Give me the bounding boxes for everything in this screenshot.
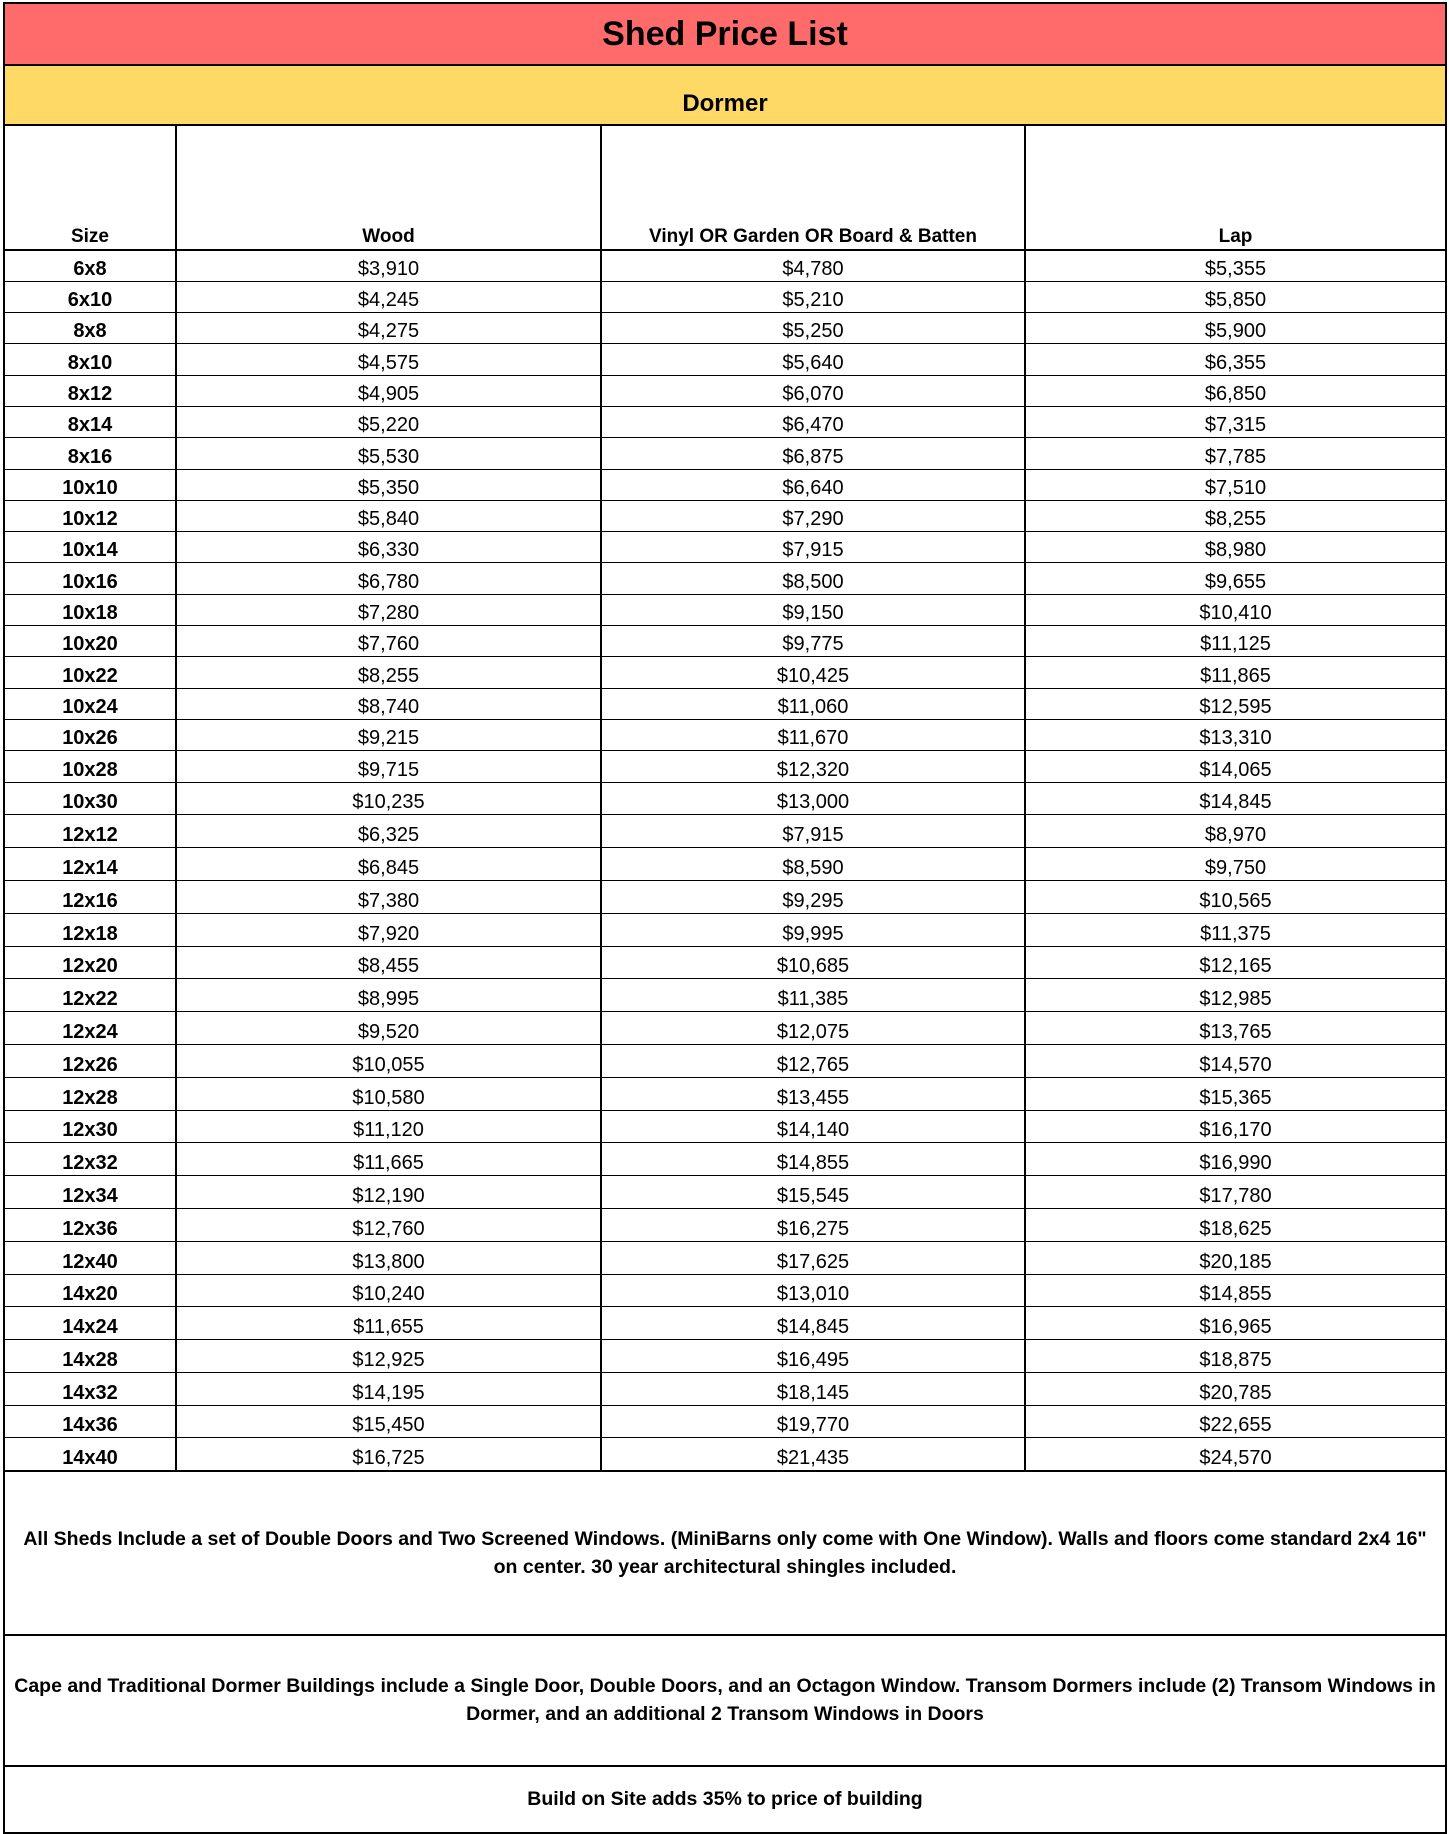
- size-cell: 12x14: [5, 848, 176, 881]
- lap-price-cell: $8,970: [1025, 815, 1445, 848]
- lap-price-cell: $7,785: [1025, 438, 1445, 469]
- lap-price-cell: $8,980: [1025, 532, 1445, 563]
- size-cell: 14x24: [5, 1307, 176, 1340]
- lap-price-cell: $15,365: [1025, 1077, 1445, 1110]
- lap-price-cell: $13,310: [1025, 719, 1445, 750]
- wood-price-cell: $10,240: [176, 1274, 601, 1307]
- table-row: [5, 1176, 1445, 1209]
- vinyl-price-cell: $7,290: [601, 500, 1025, 531]
- table-row: [5, 406, 1445, 437]
- table-row: [5, 1208, 1445, 1241]
- vinyl-price-cell: $12,075: [601, 1012, 1025, 1045]
- lap-price-cell: $12,595: [1025, 688, 1445, 719]
- vinyl-price-cell: $9,775: [601, 626, 1025, 657]
- lap-price-cell: $5,850: [1025, 281, 1445, 312]
- size-cell: 6x8: [5, 250, 176, 281]
- vinyl-price-cell: $14,140: [601, 1110, 1025, 1143]
- table-row: [5, 313, 1445, 344]
- table-row: [5, 657, 1445, 688]
- lap-price-cell: $16,170: [1025, 1110, 1445, 1143]
- table-row: [5, 1012, 1445, 1045]
- lap-price-cell: $13,765: [1025, 1012, 1445, 1045]
- lap-price-cell: $10,565: [1025, 880, 1445, 913]
- lap-price-cell: $10,410: [1025, 594, 1445, 625]
- wood-price-cell: $4,245: [176, 281, 601, 312]
- table-row: [5, 815, 1445, 848]
- vinyl-price-cell: $13,455: [601, 1077, 1025, 1110]
- lap-price-cell: $9,750: [1025, 848, 1445, 881]
- lap-price-cell: $11,375: [1025, 913, 1445, 946]
- vinyl-price-cell: $13,000: [601, 782, 1025, 815]
- size-cell: 12x30: [5, 1110, 176, 1143]
- wood-price-cell: $5,220: [176, 406, 601, 437]
- wood-price-cell: $6,330: [176, 532, 601, 563]
- lap-price-cell: $12,165: [1025, 946, 1445, 979]
- vinyl-price-cell: $6,470: [601, 406, 1025, 437]
- size-cell: 10x30: [5, 782, 176, 815]
- vinyl-price-cell: $8,590: [601, 848, 1025, 881]
- table-row: [5, 532, 1445, 563]
- build-on-site-note: Build on Site adds 35% to price of building: [527, 1788, 923, 1811]
- vinyl-price-cell: $18,145: [601, 1372, 1025, 1405]
- size-cell: 10x22: [5, 657, 176, 688]
- lap-price-cell: $12,985: [1025, 979, 1445, 1012]
- table-row: [5, 500, 1445, 531]
- vinyl-price-cell: $6,875: [601, 438, 1025, 469]
- size-cell: 8x14: [5, 406, 176, 437]
- table-row: [5, 946, 1445, 979]
- table-row: [5, 880, 1445, 913]
- column-header-wood: Wood: [176, 126, 601, 250]
- size-cell: 12x22: [5, 979, 176, 1012]
- size-cell: 10x10: [5, 469, 176, 500]
- lap-price-cell: $9,655: [1025, 563, 1445, 594]
- wood-price-cell: $11,655: [176, 1307, 601, 1340]
- size-cell: 12x26: [5, 1044, 176, 1077]
- wood-price-cell: $7,760: [176, 626, 601, 657]
- size-cell: 12x34: [5, 1176, 176, 1209]
- size-cell: 12x28: [5, 1077, 176, 1110]
- vinyl-price-cell: $6,640: [601, 469, 1025, 500]
- vinyl-price-cell: $15,545: [601, 1176, 1025, 1209]
- size-cell: 8x16: [5, 438, 176, 469]
- vinyl-price-cell: $12,320: [601, 751, 1025, 782]
- lap-price-cell: $5,355: [1025, 250, 1445, 281]
- size-cell: 10x18: [5, 594, 176, 625]
- wood-price-cell: $6,325: [176, 815, 601, 848]
- column-header-vinyl: Vinyl OR Garden OR Board & Batten: [601, 126, 1025, 250]
- table-row: [5, 1077, 1445, 1110]
- wood-price-cell: $5,840: [176, 500, 601, 531]
- size-cell: 6x10: [5, 281, 176, 312]
- lap-price-cell: $18,875: [1025, 1340, 1445, 1373]
- wood-price-cell: $8,740: [176, 688, 601, 719]
- column-header-size: Size: [5, 126, 176, 250]
- lap-price-cell: $14,855: [1025, 1274, 1445, 1307]
- lap-price-cell: $11,865: [1025, 657, 1445, 688]
- vinyl-price-cell: $16,275: [601, 1208, 1025, 1241]
- size-cell: 14x40: [5, 1438, 176, 1471]
- size-cell: 10x12: [5, 500, 176, 531]
- size-cell: 14x32: [5, 1372, 176, 1405]
- vinyl-price-cell: $11,060: [601, 688, 1025, 719]
- size-cell: 12x18: [5, 913, 176, 946]
- size-cell: 10x20: [5, 626, 176, 657]
- table-header-row: [5, 126, 1445, 250]
- wood-price-cell: $8,455: [176, 946, 601, 979]
- page-title: Shed Price List: [5, 4, 1445, 66]
- vinyl-price-cell: $5,210: [601, 281, 1025, 312]
- size-cell: 10x26: [5, 719, 176, 750]
- lap-price-cell: $5,900: [1025, 313, 1445, 344]
- vinyl-price-cell: $10,685: [601, 946, 1025, 979]
- wood-price-cell: $8,255: [176, 657, 601, 688]
- table-row: [5, 563, 1445, 594]
- vinyl-price-cell: $16,495: [601, 1340, 1025, 1373]
- table-row: [5, 469, 1445, 500]
- lap-price-cell: $11,125: [1025, 626, 1445, 657]
- table-row: [5, 719, 1445, 750]
- size-cell: 14x28: [5, 1340, 176, 1373]
- wood-price-cell: $11,665: [176, 1143, 601, 1176]
- standard-features-note: All Sheds Include a set of Double Doors and Two Screened Windows. (MiniBarns only come with One Window). Walls and floors come standard 2x4 16" on center. 30 year architectural shingles included.: [5, 1472, 1445, 1636]
- size-cell: 8x8: [5, 313, 176, 344]
- vinyl-price-cell: $5,250: [601, 313, 1025, 344]
- wood-price-cell: $15,450: [176, 1405, 601, 1438]
- wood-price-cell: $10,235: [176, 782, 601, 815]
- table-row: [5, 1110, 1445, 1143]
- table-row: [5, 848, 1445, 881]
- wood-price-cell: $6,780: [176, 563, 601, 594]
- size-cell: 10x14: [5, 532, 176, 563]
- table-row: [5, 1241, 1445, 1274]
- lap-price-cell: $16,965: [1025, 1307, 1445, 1340]
- vinyl-price-cell: $17,625: [601, 1241, 1025, 1274]
- wood-price-cell: $9,215: [176, 719, 601, 750]
- table-row: [5, 1340, 1445, 1373]
- wood-price-cell: $8,995: [176, 979, 601, 1012]
- table-row: [5, 913, 1445, 946]
- vinyl-price-cell: $9,295: [601, 880, 1025, 913]
- table-row: [5, 1307, 1445, 1340]
- vinyl-price-cell: $9,150: [601, 594, 1025, 625]
- size-cell: 12x20: [5, 946, 176, 979]
- table-row: [5, 751, 1445, 782]
- size-cell: 12x32: [5, 1143, 176, 1176]
- table-row: [5, 1405, 1445, 1438]
- lap-price-cell: $7,510: [1025, 469, 1445, 500]
- vinyl-price-cell: $21,435: [601, 1438, 1025, 1471]
- wood-price-cell: $16,725: [176, 1438, 601, 1471]
- price-table: [5, 126, 1445, 1472]
- size-cell: 12x40: [5, 1241, 176, 1274]
- vinyl-price-cell: $5,640: [601, 344, 1025, 375]
- price-table-body: [5, 250, 1445, 1471]
- wood-price-cell: $5,350: [176, 469, 601, 500]
- wood-price-cell: $5,530: [176, 438, 601, 469]
- lap-price-cell: $18,625: [1025, 1208, 1445, 1241]
- lap-price-cell: $14,845: [1025, 782, 1445, 815]
- dormer-features-note: Cape and Traditional Dormer Buildings include a Single Door, Double Doors, and an Octagon Window. Transom Dormers include (2) Transom Windows in Dormer, and an additional 2 Transom Windows in Doors: [5, 1636, 1445, 1767]
- wood-price-cell: $10,055: [176, 1044, 601, 1077]
- wood-price-cell: $7,920: [176, 913, 601, 946]
- lap-price-cell: $17,780: [1025, 1176, 1445, 1209]
- table-row: [5, 375, 1445, 406]
- lap-price-cell: $14,065: [1025, 751, 1445, 782]
- lap-price-cell: $6,850: [1025, 375, 1445, 406]
- wood-price-cell: $9,520: [176, 1012, 601, 1045]
- table-row: [5, 1044, 1445, 1077]
- section-subtitle: Dormer: [5, 66, 1445, 126]
- vinyl-price-cell: $4,780: [601, 250, 1025, 281]
- vinyl-price-cell: $9,995: [601, 913, 1025, 946]
- table-row: [5, 344, 1445, 375]
- table-row: [5, 1438, 1445, 1471]
- size-cell: 14x36: [5, 1405, 176, 1438]
- lap-price-cell: $20,185: [1025, 1241, 1445, 1274]
- table-row: [5, 626, 1445, 657]
- table-row: [5, 438, 1445, 469]
- table-row: [5, 594, 1445, 625]
- wood-price-cell: $3,910: [176, 250, 601, 281]
- vinyl-price-cell: $12,765: [601, 1044, 1025, 1077]
- size-cell: 10x16: [5, 563, 176, 594]
- table-row: [5, 250, 1445, 281]
- price-list-sheet: [3, 2, 1447, 1834]
- table-row: [5, 1143, 1445, 1176]
- vinyl-price-cell: $11,670: [601, 719, 1025, 750]
- wood-price-cell: $12,925: [176, 1340, 601, 1373]
- wood-price-cell: $12,760: [176, 1208, 601, 1241]
- vinyl-price-cell: $14,855: [601, 1143, 1025, 1176]
- size-cell: 12x12: [5, 815, 176, 848]
- wood-price-cell: $11,120: [176, 1110, 601, 1143]
- vinyl-price-cell: $13,010: [601, 1274, 1025, 1307]
- table-row: [5, 979, 1445, 1012]
- size-cell: 10x24: [5, 688, 176, 719]
- wood-price-cell: $4,575: [176, 344, 601, 375]
- vinyl-price-cell: $6,070: [601, 375, 1025, 406]
- vinyl-price-cell: $14,845: [601, 1307, 1025, 1340]
- size-cell: 12x16: [5, 880, 176, 913]
- table-row: [5, 1372, 1445, 1405]
- wood-price-cell: $9,715: [176, 751, 601, 782]
- vinyl-price-cell: $10,425: [601, 657, 1025, 688]
- wood-price-cell: $12,190: [176, 1176, 601, 1209]
- table-row: [5, 281, 1445, 312]
- lap-price-cell: $6,355: [1025, 344, 1445, 375]
- wood-price-cell: $6,845: [176, 848, 601, 881]
- lap-price-cell: $16,990: [1025, 1143, 1445, 1176]
- vinyl-price-cell: $8,500: [601, 563, 1025, 594]
- lap-price-cell: $14,570: [1025, 1044, 1445, 1077]
- wood-price-cell: $4,275: [176, 313, 601, 344]
- size-cell: 12x24: [5, 1012, 176, 1045]
- wood-price-cell: $7,380: [176, 880, 601, 913]
- wood-price-cell: $14,195: [176, 1372, 601, 1405]
- lap-price-cell: $22,655: [1025, 1405, 1445, 1438]
- size-cell: 8x12: [5, 375, 176, 406]
- lap-price-cell: $7,315: [1025, 406, 1445, 437]
- size-cell: 8x10: [5, 344, 176, 375]
- size-cell: 12x36: [5, 1208, 176, 1241]
- vinyl-price-cell: $7,915: [601, 532, 1025, 563]
- size-cell: 14x20: [5, 1274, 176, 1307]
- wood-price-cell: $7,280: [176, 594, 601, 625]
- wood-price-cell: $4,905: [176, 375, 601, 406]
- table-row: [5, 1274, 1445, 1307]
- vinyl-price-cell: $19,770: [601, 1405, 1025, 1438]
- column-header-lap: Lap: [1025, 126, 1445, 250]
- vinyl-price-cell: $11,385: [601, 979, 1025, 1012]
- vinyl-price-cell: $7,915: [601, 815, 1025, 848]
- wood-price-cell: $13,800: [176, 1241, 601, 1274]
- lap-price-cell: $24,570: [1025, 1438, 1445, 1471]
- table-row: [5, 782, 1445, 815]
- table-row: [5, 688, 1445, 719]
- wood-price-cell: $10,580: [176, 1077, 601, 1110]
- lap-price-cell: $8,255: [1025, 500, 1445, 531]
- lap-price-cell: $20,785: [1025, 1372, 1445, 1405]
- size-cell: 10x28: [5, 751, 176, 782]
